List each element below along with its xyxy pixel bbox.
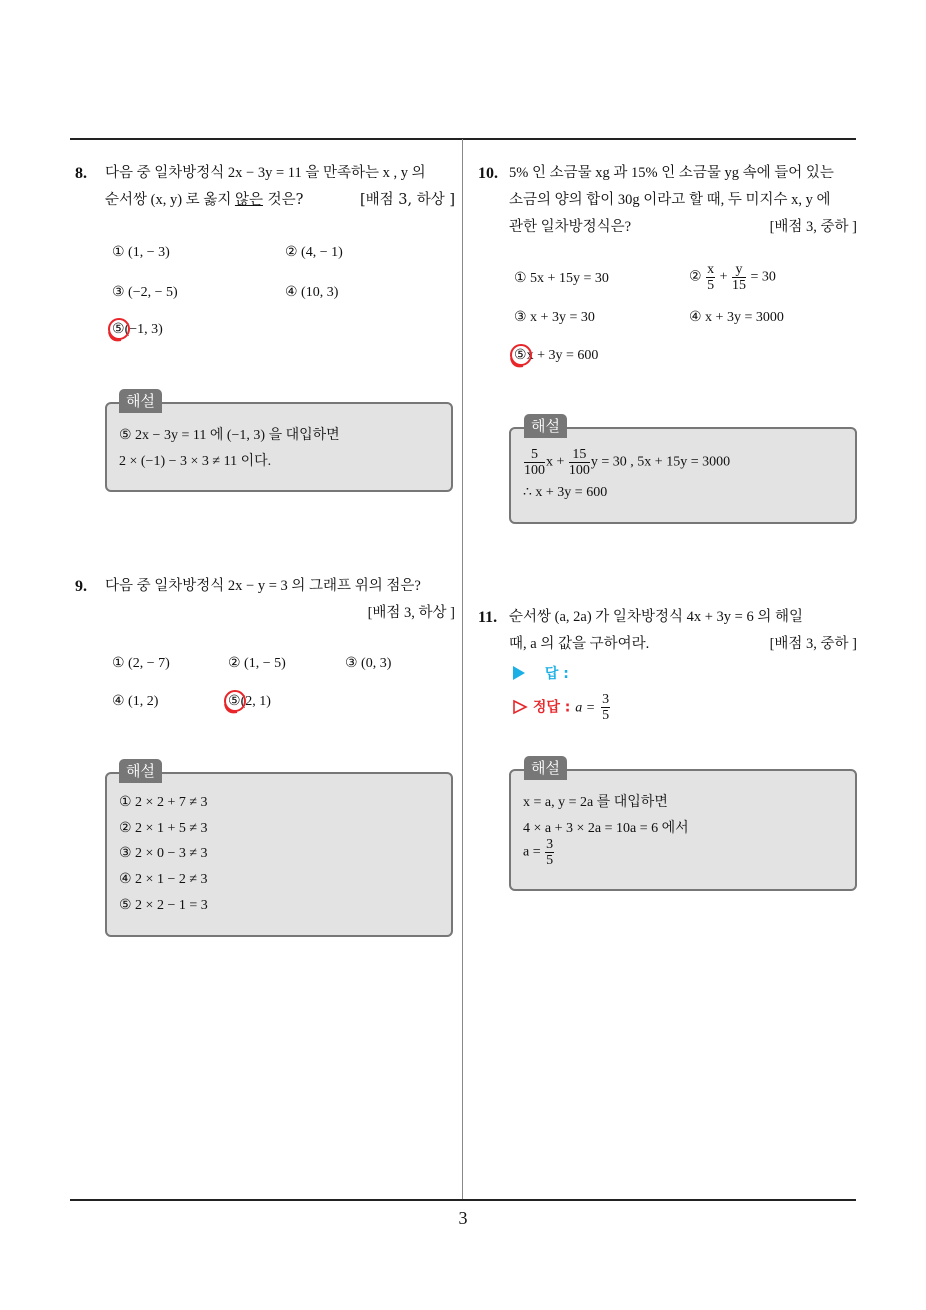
explanation-tab: 해설 [119, 389, 162, 413]
explanation-box [105, 402, 453, 492]
option-4[interactable]: ④ (10, 3) [285, 285, 339, 300]
play-triangle-icon [512, 665, 526, 681]
question-text [509, 160, 857, 241]
denominator: 100 [568, 463, 590, 478]
page-number: 3 [458, 1208, 468, 1228]
underlined-word: 않은 [234, 192, 263, 208]
explanation-line: ② 2 × 1 + 5 ≠ 3 [119, 821, 208, 836]
score-meta: [배점 3, 하상 ] [367, 605, 455, 621]
question-line: 5% 인 소금물 xg 과 15% 인 소금물 yg 속에 들어 있는 [509, 165, 834, 181]
option-1[interactable]: ① (2, − 7) [112, 656, 170, 671]
question-number: 11. [478, 609, 498, 626]
denominator: 5 [707, 278, 715, 293]
explanation-tab: 해설 [119, 759, 162, 783]
option-marker: ⑤ [514, 348, 527, 363]
question-text [509, 604, 857, 658]
correct-label: 정답 : [532, 699, 571, 716]
explanation-line: ∴ x + 3y = 600 [523, 485, 608, 500]
explanation-box [509, 769, 857, 891]
option-5[interactable] [112, 321, 163, 338]
denominator: 5 [546, 853, 554, 868]
explanation-box [509, 427, 857, 524]
score-meta: [배점 3, 중하 ] [769, 636, 857, 652]
explanation-line: x = a, y = 2a 를 대입하면 [523, 795, 668, 810]
question-text [105, 160, 455, 214]
fraction [706, 262, 715, 293]
explanation-line: ④ 2 × 1 − 2 ≠ 3 [119, 872, 208, 887]
denominator: 100 [524, 463, 545, 478]
option-3[interactable]: ③ x + 3y = 30 [514, 310, 595, 325]
explanation-text: y = 30 , 5x + 15y = 3000 [590, 454, 731, 470]
question-line [105, 600, 455, 627]
option-value: (−1, 3) [124, 322, 163, 337]
question-text-part: 것은? [262, 192, 304, 208]
fraction [524, 447, 545, 478]
question-line [105, 187, 455, 214]
question-line [509, 631, 857, 658]
numerator: 15 [569, 447, 590, 463]
correct-expression: a = [575, 700, 596, 716]
question-line [509, 214, 857, 241]
option-marker: ⑤ [228, 694, 241, 709]
option-value: = 30 [750, 269, 776, 285]
option-5[interactable] [514, 347, 598, 364]
explanation-line: ⑤ 2 × 2 − 1 = 3 [119, 898, 208, 913]
explanation-line: ③ 2 × 0 − 3 ≠ 3 [119, 846, 208, 861]
question-number: 9. [75, 578, 87, 595]
score-meta: [배점 3, 하상 ] [359, 192, 455, 208]
question-line: 순서쌍 (a, 2a) 가 일차방정식 4x + 3y = 6 의 해일 [509, 609, 803, 625]
option-3[interactable]: ③ (−2, − 5) [112, 285, 178, 300]
question-line: 소금의 양의 합이 30g 이라고 할 때, 두 미지수 x, y 에 [509, 192, 831, 208]
fraction [569, 447, 590, 478]
explanation-text: a = [523, 844, 541, 860]
explanation-line: ⑤ 2x − 3y = 11 에 (−1, 3) 을 대입하면 [119, 428, 340, 443]
bottom-rule [70, 1199, 856, 1201]
numerator: 3 [602, 692, 610, 707]
question-text-part: 순서쌍 (x, y) 로 옳지 [105, 192, 235, 208]
explanation-line [523, 447, 730, 478]
numerator: 5 [524, 447, 545, 463]
operator: + [719, 269, 728, 285]
top-rule [70, 138, 856, 140]
option-marker: ⑤ [112, 322, 125, 337]
explanation-tab: 해설 [524, 756, 567, 780]
score-meta: [배점 3, 중하 ] [769, 219, 857, 235]
option-2[interactable]: ② (1, − 5) [228, 656, 286, 671]
option-value: x + 3y = 600 [526, 348, 599, 363]
answer-row [512, 663, 569, 683]
option-value: (2, 1) [240, 694, 271, 709]
explanation-line: ① 2 × 2 + 7 ≠ 3 [119, 795, 208, 810]
question-number: 8. [75, 165, 87, 182]
fraction [732, 262, 746, 293]
option-4[interactable]: ④ x + 3y = 3000 [689, 310, 784, 325]
question-line: 다음 중 일차방정식 2x − 3y = 11 을 만족하는 x , y 의 [105, 165, 426, 181]
question-text-part: 관한 일차방정식은? [509, 219, 632, 235]
denominator: 5 [602, 708, 610, 723]
denominator: 15 [731, 278, 746, 293]
explanation-line: 2 × (−1) − 3 × 3 ≠ 11 이다. [119, 454, 272, 469]
explanation-line [523, 837, 555, 868]
answer-label: 답 : [544, 666, 569, 682]
question-number: 10. [478, 165, 498, 182]
option-2[interactable]: ② (4, − 1) [285, 245, 343, 260]
fraction [545, 837, 554, 868]
option-5[interactable] [228, 693, 271, 710]
answer-circle-icon [514, 347, 527, 364]
question-text [105, 573, 455, 627]
question-text-part: 때, a 의 값을 구하여라. [509, 636, 650, 652]
option-1[interactable]: ① (1, − 3) [112, 245, 170, 260]
answer-circle-icon [228, 693, 241, 710]
explanation-text: x + [546, 454, 565, 470]
answer-circle-icon [112, 321, 125, 338]
explanation-box [105, 772, 453, 937]
column-divider [462, 139, 463, 1201]
option-marker: ② [689, 269, 702, 285]
numerator: x [707, 262, 715, 277]
numerator: y [732, 262, 746, 278]
correct-answer-row [512, 692, 611, 723]
explanation-tab: 해설 [524, 414, 567, 438]
option-2[interactable] [689, 262, 776, 293]
question-line: 다음 중 일차방정식 2x − y = 3 의 그래프 위의 점은? [105, 578, 421, 594]
fraction [601, 692, 610, 723]
numerator: 3 [546, 837, 554, 852]
explanation-line: 4 × a + 3 × 2a = 10a = 6 에서 [523, 821, 689, 836]
outline-triangle-icon [512, 699, 528, 715]
option-3[interactable]: ③ (0, 3) [345, 656, 392, 671]
option-4[interactable]: ④ (1, 2) [112, 694, 159, 709]
option-1[interactable]: ① 5x + 15y = 30 [514, 271, 609, 286]
